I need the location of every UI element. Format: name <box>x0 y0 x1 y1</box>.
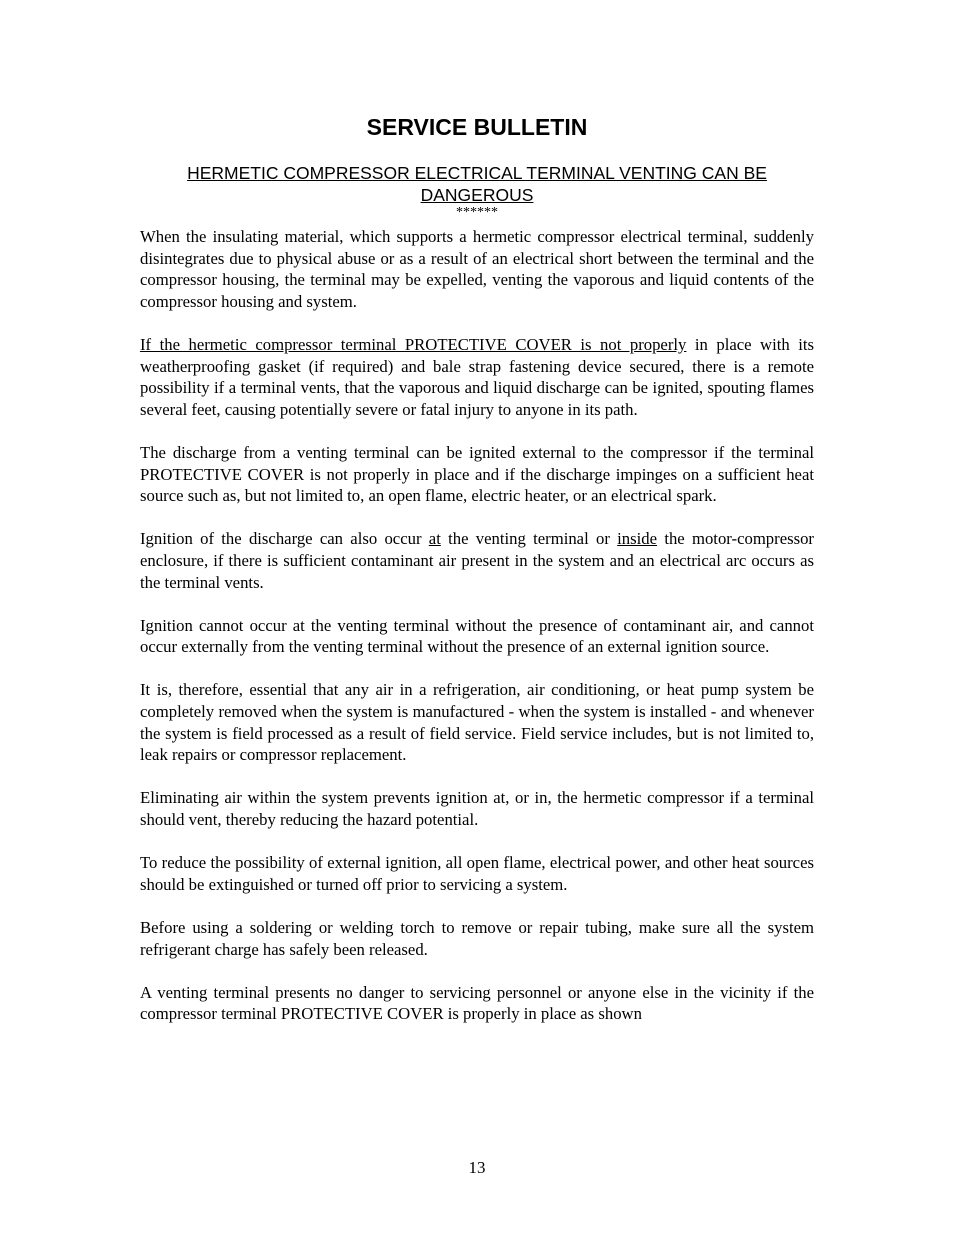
paragraph-5: Ignition cannot occur at the venting terminal without the presence of contaminant air, and cannot occur externally from the venting terminal without the presence of an external ignition source. <box>140 615 814 657</box>
document-title: SERVICE BULLETIN <box>366 114 588 140</box>
paragraph-4-part-c: the motor-compressor enclosure, if there is sufficient contaminant air present in the system and an electrical arc occurs as the terminal vents. <box>140 529 814 592</box>
paragraph-2 <box>140 334 814 420</box>
paragraph-2-rest: in place with its weatherproofing gasket (if required) and bale strap fastening device secured, there is a remote possibility if a terminal vents, that the vaporous and liquid discharge can be ignited, spouting flames several feet, causing potentially severe or fatal injury to anyone in its path. <box>140 334 814 419</box>
document-subtitle: HERMETIC COMPRESSOR ELECTRICAL TERMINAL VENTING CAN BE DANGEROUS <box>187 163 767 205</box>
paragraph-4-underlined-inside: inside <box>617 529 658 549</box>
document-page <box>140 112 814 1025</box>
paragraph-2-underlined: If the hermetic compressor terminal PROTECTIVE COVER is not properly <box>140 334 687 354</box>
page-number: 13 <box>468 1158 486 1177</box>
paragraph-1: When the insulating material, which supports a hermetic compressor electrical terminal, suddenly disintegrates due to physical abuse or as a result of an electrical short between the terminal and the compressor housing, the terminal may be expelled, venting the vaporous and liquid contents of the compressor housing and system. <box>140 227 814 311</box>
paragraph-4-underlined-at: at <box>428 529 441 549</box>
paragraph-4 <box>140 528 814 593</box>
paragraph-4-part-b: the venting terminal or <box>440 529 618 549</box>
paragraph-3: The discharge from a venting terminal can be ignited external to the compressor if the terminal PROTECTIVE COVER is not properly in place and if the discharge impinges on a sufficient heat source such as, but not limited to, an open flame, electric heater, or an electrical spark. <box>140 442 814 506</box>
paragraph-8: To reduce the possibility of external ignition, all open flame, electrical power, and other heat sources should be extinguished or turned off prior to servicing a system. <box>140 853 814 894</box>
paragraph-7: Eliminating air within the system prevents ignition at, or in, the hermetic compressor if a terminal should vent, thereby reducing the hazard potential. <box>140 788 814 830</box>
paragraph-10: A venting terminal presents no danger to servicing personnel or anyone else in the vicinity if the compressor terminal PROTECTIVE COVER is properly in place as shown <box>140 982 814 1024</box>
separator-stars: ****** <box>456 205 498 220</box>
paragraph-4-part-a: Ignition of the discharge can also occur <box>140 529 429 549</box>
paragraph-6: It is, therefore, essential that any air in a refrigeration, air conditioning, or heat pump system be completely removed when the system is manufactured - when the system is installed - and whenever the system is field processed as a result of field service. Field service includes, but is not limited to, leak repairs or compressor replacement. <box>140 680 814 765</box>
paragraph-9: Before using a soldering or welding torch to remove or repair tubing, make sure all the system refrigerant charge has safely been released. <box>140 918 814 959</box>
